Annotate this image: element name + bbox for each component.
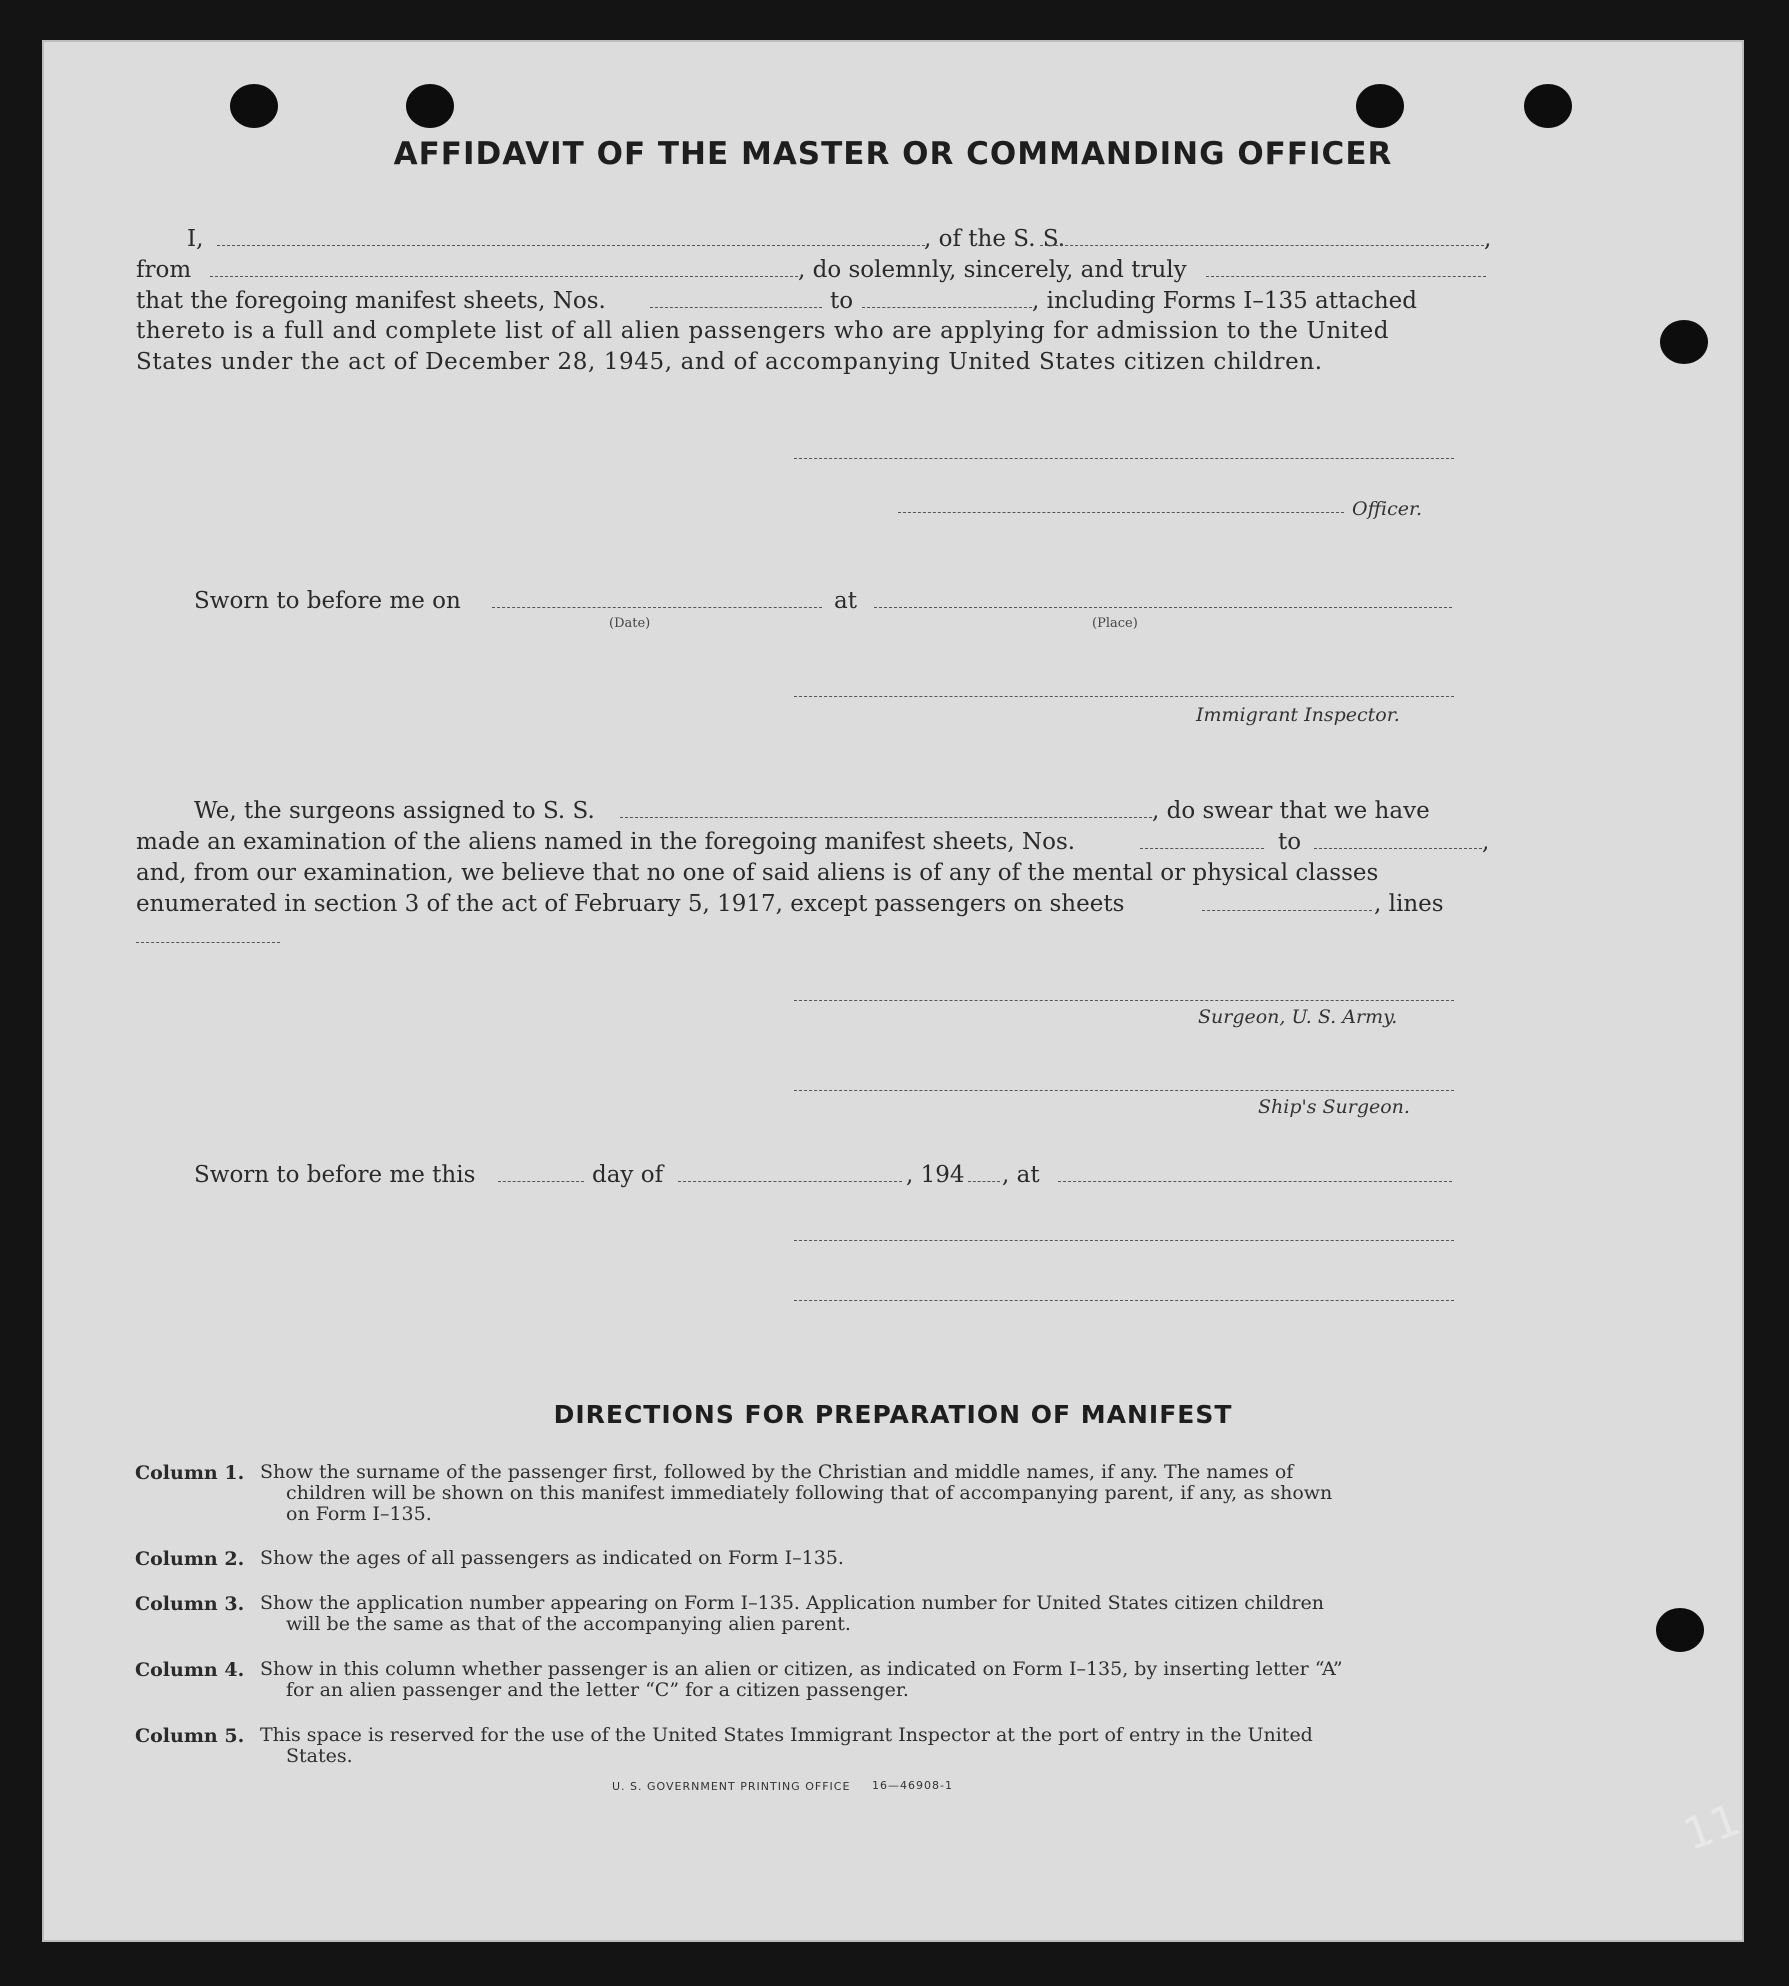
except-sheets-field[interactable] bbox=[1202, 910, 1372, 911]
column-2-line1: Show the ages of all passengers as indicated on Form I–135. bbox=[260, 1547, 844, 1569]
margin-mark: 11 bbox=[1676, 1793, 1748, 1862]
affidavit-line5: States under the act of December 28, 1945, and of accompanying United States citizen children. bbox=[136, 349, 1323, 375]
inspector-signature-line[interactable] bbox=[794, 696, 1454, 697]
surgeons-sheets-from[interactable] bbox=[1140, 848, 1264, 849]
affidavit-title: AFFIDAVIT OF THE MASTER OR COMMANDING OFFICER bbox=[393, 136, 1393, 172]
affidavit-line4: thereto is a full and complete list of all alien passengers who are applying for admission to the United bbox=[136, 318, 1390, 344]
column-5-line2: States. bbox=[286, 1745, 353, 1767]
column-4-text bbox=[260, 1659, 1445, 1701]
column-4-label: Column 4. bbox=[135, 1659, 245, 1681]
master-name-field[interactable] bbox=[217, 245, 925, 246]
column-1-line1: Show the surname of the passenger first, followed by the Christian and middle names, if any. The names of bbox=[260, 1461, 1294, 1483]
affidavit-foregoing: that the foregoing manifest sheets, Nos. bbox=[136, 288, 606, 314]
surgeons-line1a: We, the surgeons assigned to S. S. bbox=[194, 798, 595, 824]
affidavit-from: from bbox=[136, 257, 192, 283]
army-surgeon-label: Surgeon, U. S. Army. bbox=[1198, 1006, 1398, 1028]
officer-signature-line[interactable] bbox=[794, 458, 1454, 459]
sworn-day-field[interactable] bbox=[498, 1181, 584, 1182]
place-caption: (Place) bbox=[1092, 616, 1138, 631]
directions-title: DIRECTIONS FOR PREPARATION OF MANIFEST bbox=[553, 1400, 1233, 1429]
surgeons-line2a: made an examination of the aliens named in the foregoing manifest sheets, Nos. bbox=[136, 829, 1076, 855]
sheets-from-field[interactable] bbox=[650, 307, 822, 308]
sworn-place2-field[interactable] bbox=[1058, 1181, 1452, 1182]
officer-label: Officer. bbox=[1352, 498, 1423, 520]
surgeons-line2b: to bbox=[1278, 829, 1302, 855]
punch-hole bbox=[1656, 1608, 1704, 1652]
manifest-form-page bbox=[42, 40, 1748, 1942]
surgeons-line4a: enumerated in section 3 of the act of February 5, 1917, except passengers on sheets bbox=[136, 891, 1125, 917]
officer-title-line[interactable] bbox=[898, 512, 1344, 513]
day-of-text: day of bbox=[592, 1162, 664, 1188]
sworn-this-text: Sworn to before me this bbox=[194, 1162, 476, 1188]
inspector-label: Immigrant Inspector. bbox=[1196, 704, 1400, 726]
column-5-label: Column 5. bbox=[135, 1725, 245, 1747]
sworn-date-field[interactable] bbox=[492, 607, 822, 608]
date-caption: (Date) bbox=[609, 616, 651, 631]
surgeons-ship-field[interactable] bbox=[620, 817, 1152, 818]
sworn-at-text: at bbox=[834, 588, 857, 614]
column-4-line2: for an alien passenger and the letter “C” for a citizen passenger. bbox=[286, 1679, 909, 1701]
affidavit-of-ss: , of the S. S. bbox=[924, 226, 1066, 252]
column-3-line1: Show the application number appearing on Form I–135. Application number for United States citizen children bbox=[260, 1592, 1324, 1614]
ship-surgeon-signature-line[interactable] bbox=[794, 1090, 1454, 1091]
affidavit-including: , including Forms I–135 attached bbox=[1032, 288, 1417, 314]
affidavit-i: I, bbox=[187, 226, 204, 252]
surgeons-line3: and, from our examination, we believe that no one of said aliens is of any of the mental or physical classes bbox=[136, 860, 1379, 886]
column-5-text bbox=[260, 1725, 1445, 1767]
surgeons-sheets-to[interactable] bbox=[1314, 848, 1482, 849]
column-5-line1: This space is reserved for the use of the United States Immigrant Inspector at the port of entry in the United bbox=[260, 1724, 1313, 1746]
except-lines-field[interactable] bbox=[136, 942, 280, 943]
column-4-line1: Show in this column whether passenger is an alien or citizen, as indicated on Form I–135, by inserting letter “A” bbox=[260, 1658, 1343, 1680]
column-1-line2: children will be shown on this manifest immediately following that of accompanying parent, if any, as shown bbox=[286, 1482, 1333, 1504]
port-from-field[interactable] bbox=[210, 276, 798, 277]
column-1-label: Column 1. bbox=[135, 1462, 245, 1484]
column-3-text bbox=[260, 1593, 1445, 1635]
surgeons-line2c: , bbox=[1482, 829, 1490, 855]
punch-hole bbox=[406, 84, 454, 128]
sheets-to-field[interactable] bbox=[862, 307, 1032, 308]
column-2-text bbox=[260, 1548, 1445, 1569]
column-3-line2: will be the same as that of the accompanying alien parent. bbox=[286, 1613, 851, 1635]
column-1-text bbox=[260, 1462, 1445, 1525]
sworn-at2-text: , at bbox=[1002, 1162, 1040, 1188]
surgeons-line4b: , lines bbox=[1374, 891, 1444, 917]
form-code: 16—46908-1 bbox=[872, 1779, 953, 1792]
punch-hole bbox=[230, 84, 278, 128]
inspector2-title-line[interactable] bbox=[794, 1300, 1454, 1301]
oath-field[interactable] bbox=[1206, 276, 1486, 277]
ship-surgeon-label: Ship's Surgeon. bbox=[1258, 1096, 1410, 1118]
punch-hole bbox=[1356, 84, 1404, 128]
column-1-line3: on Form I–135. bbox=[286, 1503, 432, 1525]
sworn-on-text: Sworn to before me on bbox=[194, 588, 461, 614]
affidavit-solemnly: , do solemnly, sincerely, and truly bbox=[798, 257, 1187, 283]
sworn-month-field[interactable] bbox=[678, 1181, 902, 1182]
punch-hole bbox=[1524, 84, 1572, 128]
column-2-label: Column 2. bbox=[135, 1548, 245, 1570]
army-surgeon-signature-line[interactable] bbox=[794, 1000, 1454, 1001]
inspector2-signature-line[interactable] bbox=[794, 1240, 1454, 1241]
year-text: , 194 bbox=[906, 1162, 965, 1188]
sworn-year-field[interactable] bbox=[968, 1181, 1000, 1182]
surgeons-line1b: , do swear that we have bbox=[1152, 798, 1430, 824]
sworn-place-field[interactable] bbox=[874, 607, 1452, 608]
punch-hole bbox=[1660, 320, 1708, 364]
affidavit-to: to bbox=[830, 288, 854, 314]
printer-imprint: U. S. GOVERNMENT PRINTING OFFICE bbox=[612, 1780, 851, 1793]
ship-name-field[interactable] bbox=[1040, 245, 1484, 246]
column-3-label: Column 3. bbox=[135, 1593, 245, 1615]
affidavit-comma: , bbox=[1484, 226, 1492, 252]
